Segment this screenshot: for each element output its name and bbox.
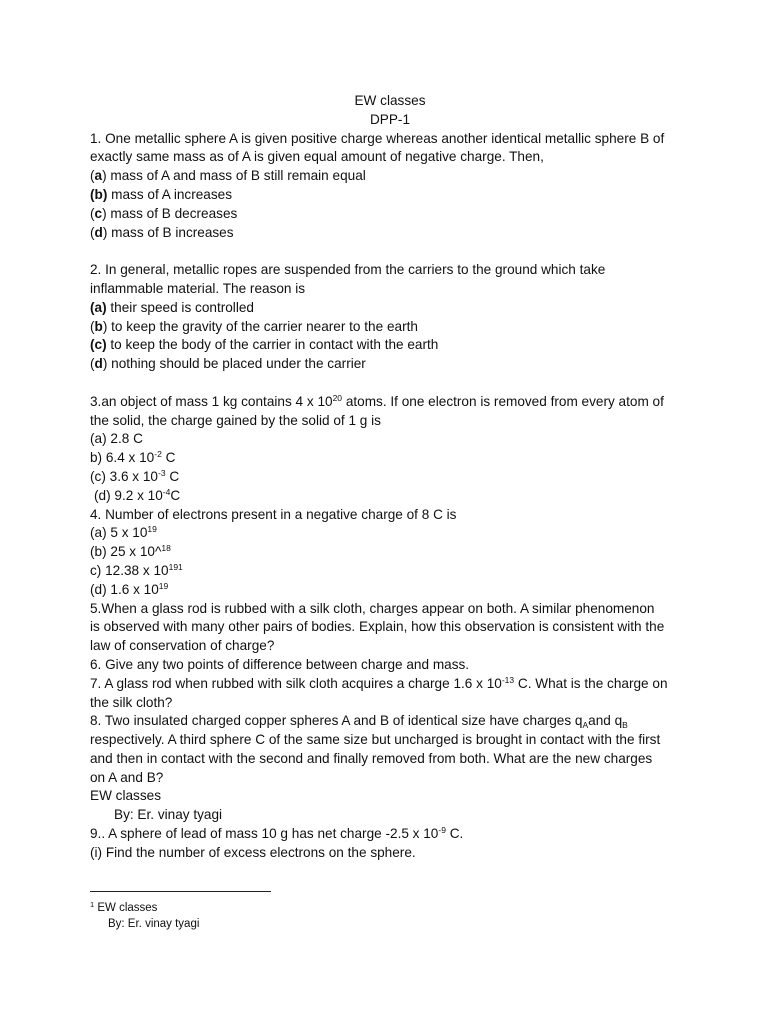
footnote-divider <box>90 891 271 892</box>
q8-text-line: and then in contact with the second and finally removed from both. What are the new charges <box>90 750 653 766</box>
q1-option-c: (c) mass of B decreases <box>90 205 238 221</box>
q4-option-a: (a) 5 x $10^{19}$ <box>90 524 157 541</box>
footnote-line: By: Er. vinay tyagi <box>108 918 200 930</box>
doc-title: EW classes <box>354 93 426 108</box>
doc-subtitle: DPP-1 <box>369 111 411 127</box>
q4-text-line: 4. Number of electrons present in a negative charge of 8 C is <box>90 506 457 522</box>
footnote-line: $^1$ EW classes <box>90 900 158 914</box>
credit-org: EW classes <box>90 788 162 804</box>
q7-text-line: the silk cloth? <box>90 694 173 710</box>
footnote-mark: 1 <box>90 900 95 909</box>
q3-option-c: (c) 3.6 x $10^{-3}$ C <box>90 467 180 484</box>
q8-text-line: respectively. A third sphere C of the same size but uncharged is brought in contact with the first <box>90 732 661 748</box>
q6-text-line: 6. Give any two points of difference between charge and mass. <box>90 656 470 672</box>
q2-text-line: inflammable material. The reason is <box>90 280 306 296</box>
q3-option-b: b) 6.4 x $10^{-2}$ C <box>90 449 176 466</box>
q2-option-a: (a) their speed is controlled <box>90 299 254 315</box>
q5-text-line: is observed with many other pairs of bodies. Explain, how this observation is consistent with the <box>90 619 665 635</box>
document-page <box>90 92 690 863</box>
q8-text-line: on A and B? <box>90 769 164 785</box>
q5-text-line: law of conservation of charge? <box>90 638 275 654</box>
q1-option-b: (b) mass of A increases <box>90 186 233 202</box>
credit-author: By: Er. vinay tyagi <box>114 807 223 823</box>
q1-option-d: (d) mass of B increases <box>90 224 234 240</box>
q2-option-b: (b) to keep the gravity of the carrier nearer to the earth <box>90 318 418 334</box>
q4-option-d: (d) 1.6 x $10^{19}$ <box>90 580 169 597</box>
q7-text-line: 7. A glass rod when rubbed with silk cloth acquires a charge 1.6 x $10^{-13}$ C. What is the charge on <box>90 674 668 691</box>
q3-text-line: the solid, the charge gained by the solid of 1 g is <box>90 412 381 428</box>
q2-text-line: 2. In general, metallic ropes are suspended from the carriers to the ground which take <box>90 262 606 278</box>
q4-option-b: (b) 25 x 10^$^{18}$ <box>90 543 171 560</box>
q2-option-d: (d) nothing should be placed under the carrier <box>90 356 366 372</box>
q5-text-line: 5.When a glass rod is rubbed with a silk cloth, charges appear on both. A similar phenomenon <box>90 600 655 616</box>
q3-option-d: (d) 9.2 x $10^{-4}C$ <box>94 486 181 503</box>
q8-text-line: 8. Two insulated charged copper spheres A and B of identical size have charges $q_Aand$ $q_B$ <box>90 713 628 731</box>
q1-text-line: exactly same mass as of A is given equal amount of negative charge. Then, <box>90 149 544 165</box>
q9-text-line: 9.. A sphere of lead of mass 10 g has net charge -2.5 x $10^{-9}$ C. <box>90 825 464 842</box>
q1-text-line: 1. One metallic sphere A is given positive charge whereas another identical metallic sphere B of <box>90 130 665 146</box>
q1-option-a: (a) mass of A and mass of B still remain equal <box>90 168 366 184</box>
q4-option-c: c) 12.38 x $10^{191}$ <box>90 561 183 578</box>
q9-text-line: (i) Find the number of excess electrons on the sphere. <box>90 844 416 860</box>
footnote <box>90 900 199 932</box>
q3-text-line: 3.an object of mass 1 kg contains 4 x $10^{20}$ atoms. If one electron is removed from every atom of <box>90 392 664 409</box>
q3-option-a: (a) 2.8 C <box>90 431 143 447</box>
q2-option-c: (c) to keep the body of the carrier in contact with the earth <box>90 337 439 353</box>
